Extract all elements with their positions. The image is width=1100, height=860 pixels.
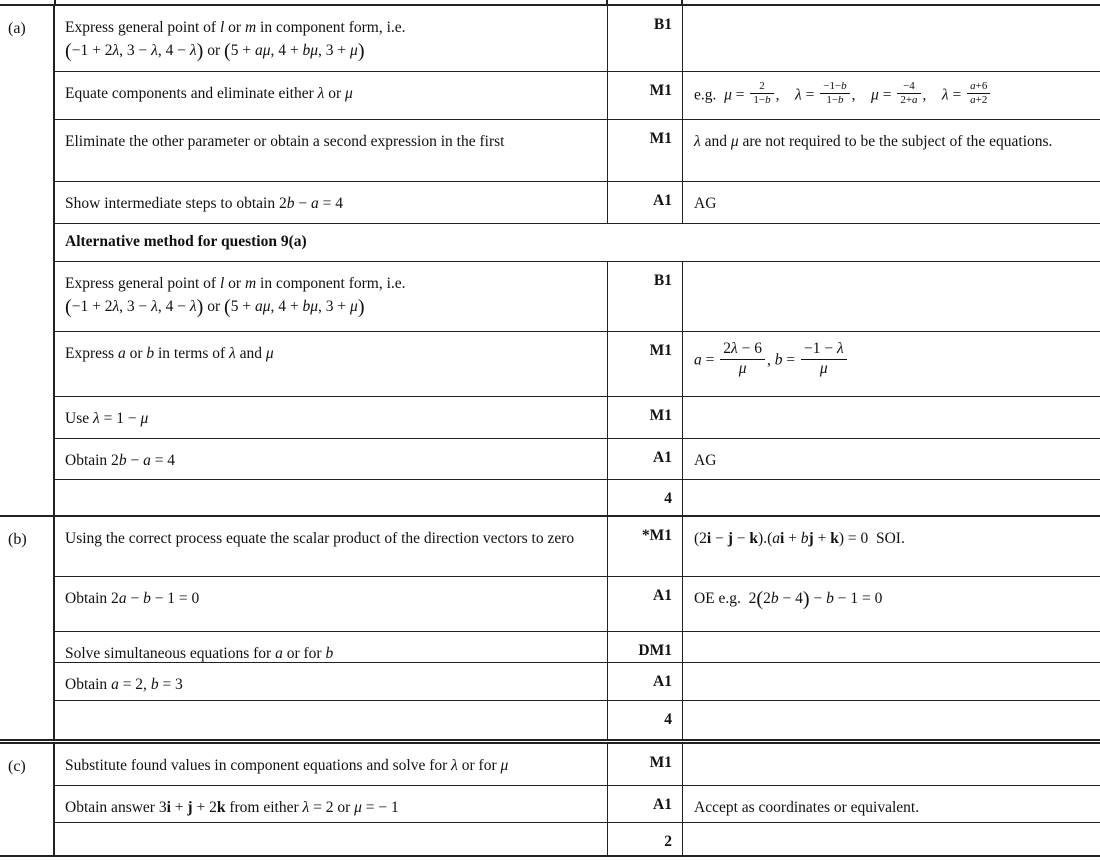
- criterion-cell: Use λ = 1 − μ: [55, 397, 608, 438]
- table-row: [55, 120, 1100, 182]
- table-row: [55, 663, 1100, 701]
- mark-cell: A1: [608, 182, 683, 223]
- comment-cell: AG: [694, 195, 717, 212]
- mark-cell: A1: [608, 786, 683, 822]
- comment-cell: [683, 262, 1100, 331]
- section-a: [0, 6, 1100, 517]
- section-a-rows: [55, 6, 1100, 515]
- section-c: [0, 744, 1100, 855]
- criterion-cell: Eliminate the other parameter or obtain a second expression in the first: [55, 120, 608, 181]
- criterion-cell: Substitute found values in component equations and solve for λ or for μ: [55, 744, 608, 785]
- table-row: [55, 786, 1100, 823]
- mark-cell: DM1: [608, 632, 683, 662]
- alternative-method-header: Alternative method for question 9(a): [65, 233, 307, 250]
- mark-cell: A1: [608, 663, 683, 700]
- table-row: [55, 332, 1100, 397]
- table-row: [55, 577, 1100, 632]
- comment-cell: [683, 663, 1100, 700]
- comment-cell: a = $\frac{2\lambda - 6}{\mu}$ , b = $\frac{-1 - \lambda}{\mu}$: [683, 332, 1100, 396]
- table-row: [55, 744, 1100, 786]
- criterion-cell: [55, 701, 608, 739]
- table-row: [55, 397, 1100, 439]
- comment-cell: OE e.g. 2(2b − 4) − b − 1 = 0: [694, 588, 883, 610]
- part-label-b: (b): [0, 517, 55, 739]
- part-label-c: (c): [0, 744, 55, 855]
- section-total-row: [55, 823, 1100, 855]
- mark-cell: B1: [608, 262, 683, 331]
- part-label-a: (a): [0, 6, 55, 515]
- table-row: [55, 262, 1100, 332]
- criterion-cell: Solve simultaneous equations for a or for b: [55, 632, 608, 662]
- section-b-rows: [55, 517, 1100, 739]
- table-row: [55, 182, 1100, 224]
- criterion-cell: Express general point of l or m in component form, i.e. (−1 + 2λ, 3 − λ, 4 − λ) or (5 + aμ, 4 + bμ, 3 + μ): [55, 6, 608, 71]
- mark-cell: M1: [608, 744, 683, 785]
- table-row: [55, 517, 1100, 577]
- comment-cell: [683, 823, 1100, 855]
- comment-cell: λ and μ are not required to be the subject of the equations.: [694, 133, 1053, 150]
- comment-cell: Accept as coordinates or equivalent.: [694, 799, 920, 816]
- criterion-cell: Using the correct process equate the scalar product of the direction vectors to zero: [55, 517, 608, 576]
- alternative-method-header-row: [55, 224, 1100, 262]
- comment-cell: [683, 397, 1100, 438]
- criterion-cell: Obtain 2b − a = 4: [55, 439, 608, 479]
- criterion-cell: Obtain answer 3i + j + 2k from either λ = 2 or μ = − 1: [55, 786, 608, 822]
- criterion-cell: Obtain 2a − b − 1 = 0: [55, 577, 608, 631]
- section-total-marks: 4: [608, 480, 683, 515]
- section-c-rows: [55, 744, 1100, 855]
- mark-cell: M1: [608, 72, 683, 119]
- table-row: [55, 632, 1100, 663]
- mark-scheme-table: [0, 4, 1100, 857]
- mark-cell: A1: [608, 439, 683, 479]
- comment-cell: [683, 632, 1100, 662]
- comment-cell: AG: [694, 452, 717, 469]
- mark-cell: M1: [608, 120, 683, 181]
- mark-cell: B1: [608, 6, 683, 71]
- criterion-cell: Show intermediate steps to obtain 2b − a = 4: [55, 182, 608, 223]
- criterion-cell: Express general point of l or m in component form, i.e. (−1 + 2λ, 3 − λ, 4 − λ) or (5 + aμ, 4 + bμ, 3 + μ): [55, 262, 608, 331]
- table-row: [55, 439, 1100, 480]
- comment-cell: [683, 480, 1100, 515]
- section-total-marks: 2: [608, 823, 683, 855]
- comment-cell: [683, 701, 1100, 739]
- comment-cell: [683, 6, 1100, 71]
- table-row: [55, 6, 1100, 72]
- comment-cell: (2i − j − k).(ai + bj + k) = 0 SOI.: [694, 530, 905, 547]
- mark-cell: M1: [608, 397, 683, 438]
- comment-cell: [683, 744, 1100, 785]
- criterion-cell: [55, 823, 608, 855]
- criterion-cell: Express a or b in terms of λ and μ: [55, 332, 608, 396]
- criterion-cell: Equate components and eliminate either λ or μ: [55, 72, 608, 119]
- section-b: [0, 517, 1100, 744]
- mark-cell: A1: [608, 577, 683, 631]
- criterion-cell: [55, 480, 608, 515]
- mark-cell: *M1: [608, 517, 683, 576]
- mark-cell: M1: [608, 332, 683, 396]
- table-row: [55, 72, 1100, 120]
- criterion-cell: Obtain a = 2, b = 3: [55, 663, 608, 700]
- section-total-marks: 4: [608, 701, 683, 739]
- comment-cell: e.g. μ = $\frac{2}{1-b}$ , λ = $\frac{-1-b}{1-b}$ , μ = $\frac{-4}{2+a}$ , λ = $\frac{a+6}{a+2}$: [683, 72, 1100, 119]
- section-total-row: [55, 701, 1100, 739]
- section-total-row: [55, 480, 1100, 515]
